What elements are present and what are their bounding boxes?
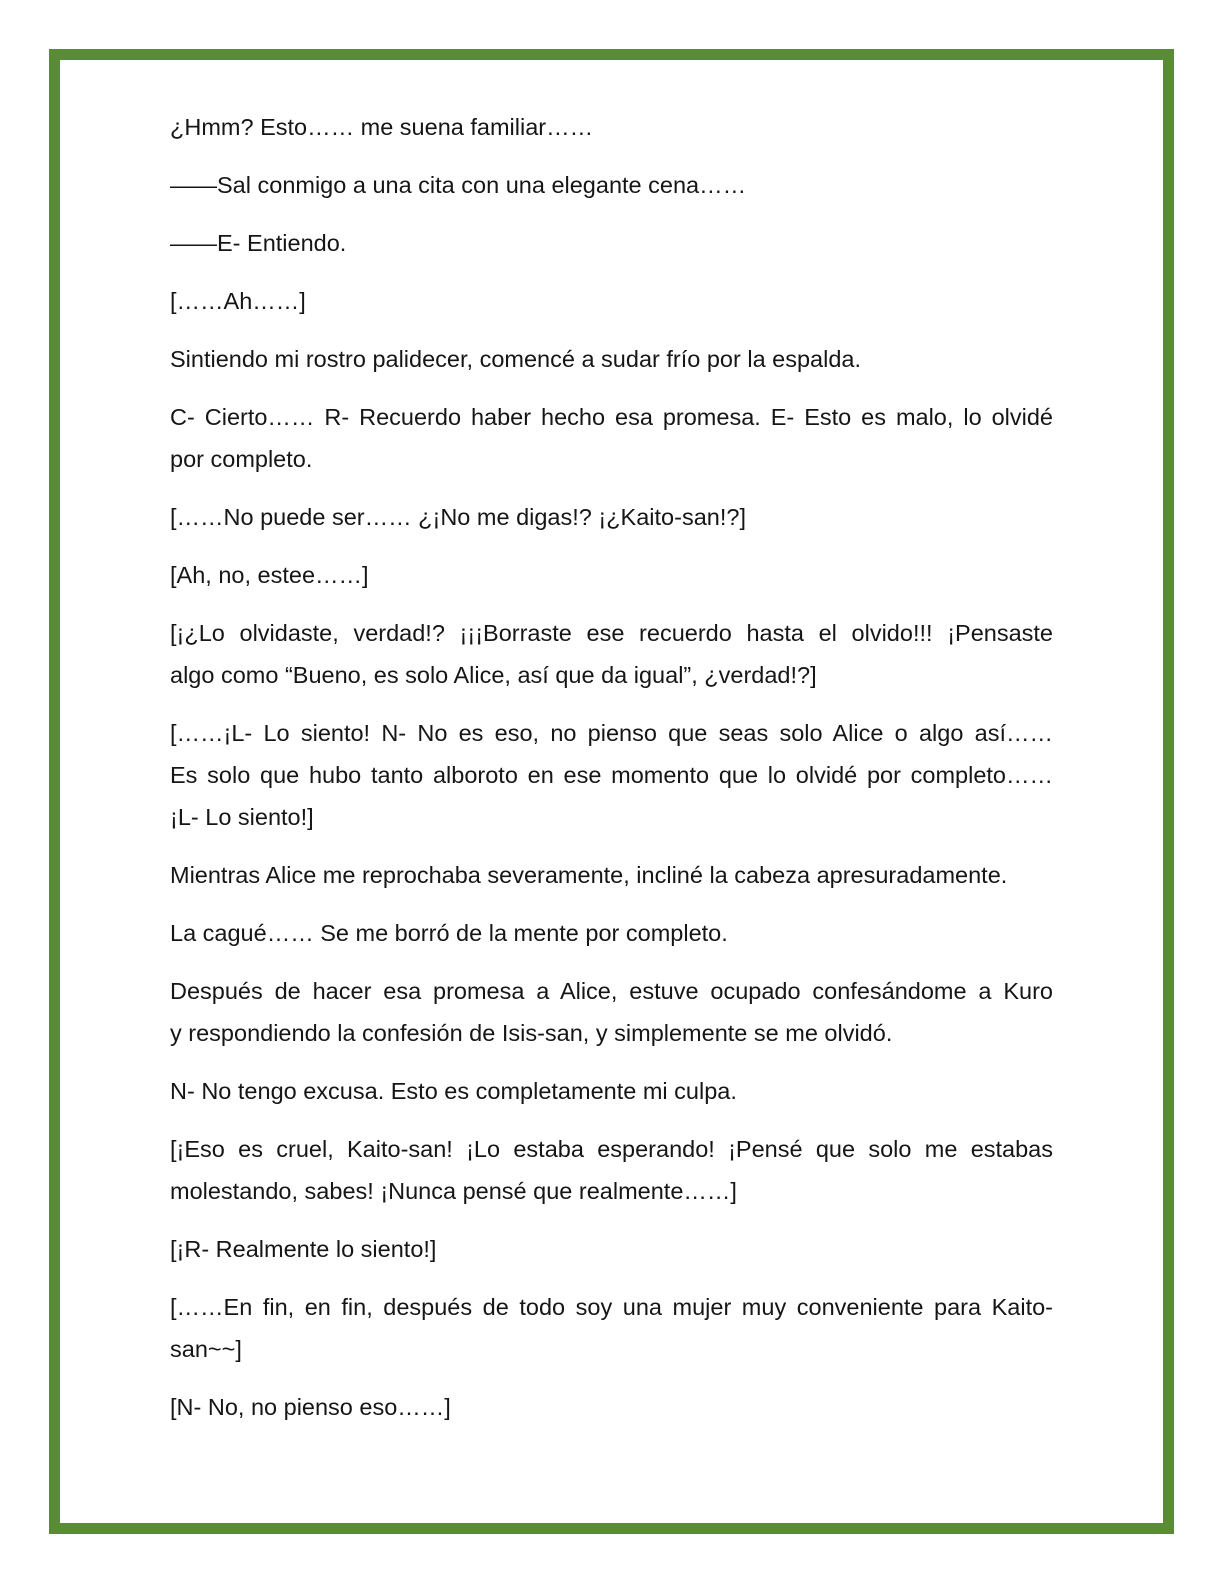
paragraph [170,1286,1053,1370]
text-line: [……En fin, en fin, después de todo soy una mujer muy conveniente para Kaito- [170,1294,1053,1320]
text-line: La cagué…… Se me borró de la mente por completo. [170,920,728,946]
paragraph [170,912,1053,954]
text-line: Es solo que hubo tanto alboroto en ese momento que lo olvidé por completo…… [170,762,1053,788]
paragraph [170,338,1053,380]
paragraph [170,970,1053,1054]
text-line: Después de hacer esa promesa a Alice, estuve ocupado confesándome a Kuro [170,978,1053,1004]
text-line: [……¡L- Lo siento! N- No es eso, no pienso que seas solo Alice o algo así…… [170,720,1053,746]
text-line: san~~] [170,1336,242,1362]
paragraph [170,280,1053,322]
paragraph [170,106,1053,148]
text-line: [¡¿Lo olvidaste, verdad!? ¡¡¡Borraste ese recuerdo hasta el olvido!!! ¡Pensaste [170,620,1053,646]
text-line: [¡Eso es cruel, Kaito-san! ¡Lo estaba esperando! ¡Pensé que solo me estabas [170,1136,1053,1162]
text-line: [¡R- Realmente lo siento!] [170,1236,437,1262]
text-line: algo como “Bueno, es solo Alice, así que da igual”, ¿verdad!?] [170,662,817,688]
text-line: N- No tengo excusa. Esto es completamente mi culpa. [170,1078,737,1104]
paragraph [170,496,1053,538]
paragraph [170,1386,1053,1428]
paragraph [170,612,1053,696]
text-line: ——E- Entiendo. [170,230,347,256]
text-line: Sintiendo mi rostro palidecer, comencé a sudar frío por la espalda. [170,346,862,372]
paragraph [170,164,1053,206]
paragraph [170,1228,1053,1270]
text-line: Mientras Alice me reprochaba severamente, incliné la cabeza apresuradamente. [170,862,1008,888]
paragraph [170,396,1053,480]
text-line: y respondiendo la confesión de Isis-san, y simplemente se me olvidó. [170,1020,893,1046]
text-line: [N- No, no pienso eso……] [170,1394,451,1420]
text-line: [……No puede ser…… ¿¡No me digas!? ¡¿Kaito-san!?] [170,504,746,530]
page-content [60,60,1163,1523]
paragraph [170,712,1053,838]
paragraph [170,222,1053,264]
text-line: [……Ah……] [170,288,306,314]
paragraph [170,1128,1053,1212]
text-line: ¡L- Lo siento!] [170,804,314,830]
paragraph [170,854,1053,896]
text-line: ——Sal conmigo a una cita con una elegante cena…… [170,172,747,198]
page-border-frame [49,49,1174,1534]
text-line: molestando, sabes! ¡Nunca pensé que realmente……] [170,1178,737,1204]
text-line: ¿Hmm? Esto…… me suena familiar…… [170,114,594,140]
paragraph [170,554,1053,596]
text-line: C- Cierto…… R- Recuerdo haber hecho esa promesa. E- Esto es malo, lo olvidé [170,404,1053,430]
paragraph [170,1070,1053,1112]
text-line: [Ah, no, estee……] [170,562,369,588]
text-line: por completo. [170,446,313,472]
